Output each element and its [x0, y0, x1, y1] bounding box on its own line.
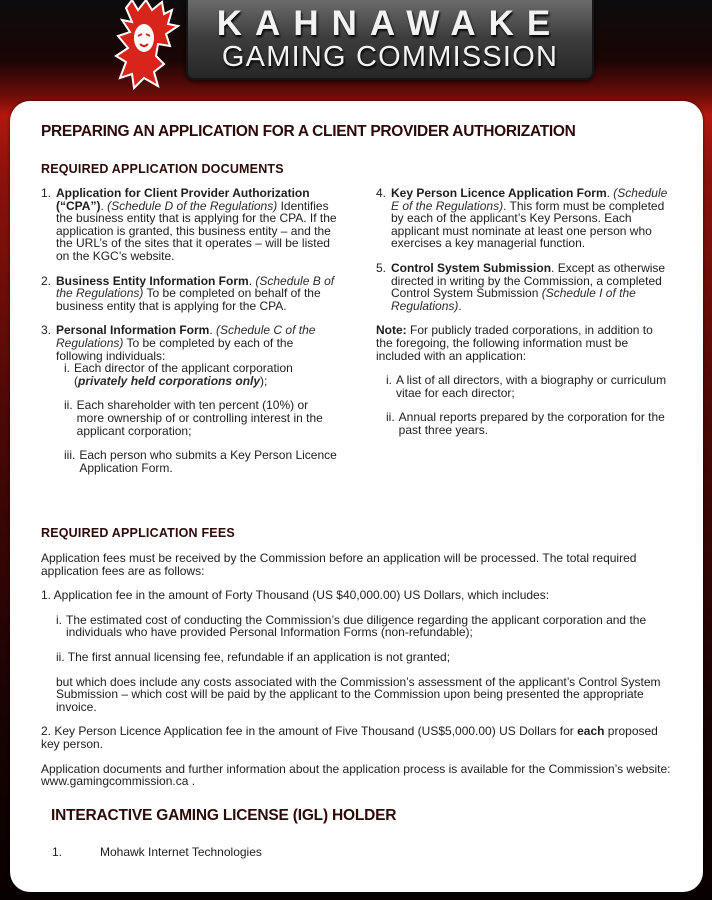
fee-item-2-tail: proposed key person. — [41, 724, 658, 751]
sub-item-number: i. — [64, 361, 70, 376]
document-item-4: 4. Key Person Licence Application Form. (Schedule E of the Regulations). This form must be completed by each of the applicant’s Key Persons. Each applicant must nominate at least one person who exercises a key managerial function. — [376, 186, 668, 251]
list-item — [52, 846, 262, 859]
sub-item-emphasis: privately held corporations only — [78, 373, 261, 388]
item-description: To be completed by each of the following individuals: — [56, 335, 294, 363]
org-subtitle: GAMING COMMISSION — [221, 41, 559, 73]
igl-holder-list — [52, 846, 262, 859]
document-item-3: 3. Personal Information Form. (Schedule C of the Regulations) To be completed by each of the following individuals: i. Each director of the applicant corporation (privately held corporations only); ii. Each shareholder with ten percent (10%) or more ownership of or controlling interest in the applicant corporation; iii. Each person who submits a Key Person Licence Application Form. — [41, 323, 337, 475]
fees-section — [41, 552, 677, 788]
documents-right-column — [376, 187, 672, 437]
item-number: 3. — [41, 323, 52, 338]
note-item-number: i. — [386, 373, 392, 388]
item-description: Except as otherwise directed in writing by the Commission, a completed Control System Submission — [391, 260, 666, 301]
holder-number: 1. — [52, 845, 63, 859]
item-description: This form must be completed by each of the applicant’s Key Persons. Each applicant must nominate at least one person who exercises a key managerial function. — [391, 198, 665, 251]
note-item-number: ii. — [386, 410, 395, 425]
item-reference: (Schedule E of the Regulations) — [391, 186, 668, 213]
documents-left-column — [41, 187, 337, 474]
item-number: 5. — [376, 260, 387, 275]
item-description: To be completed on behalf of the business entity that is applying for the CPA. — [56, 286, 321, 313]
note-item — [376, 411, 672, 436]
fee-item-1: 1. Application fee in the amount of Forty Thousand (US $40,000.00) US Dollars, which includes: — [41, 588, 550, 603]
sub-item-number: iii. — [64, 448, 76, 463]
note-item — [376, 374, 672, 399]
content-panel — [10, 101, 703, 892]
fee-item-2-emphasis: each — [577, 724, 605, 739]
fees-intro: Application fees must be received by the Commission before an application will be processed. The total required application fees are as follows: — [41, 551, 637, 578]
item-title: Application for Client Provider Authorization (“CPA”) — [56, 186, 310, 213]
fee-item-2 — [41, 725, 677, 750]
fee-item-1-note: but which does include any costs associated with the Commission’s assessment of the applicant’s Control System Submission – which cost will be paid by the applicant to the Commission upon being presented the appropriate invoice. — [56, 674, 661, 714]
note-item-text: A list of all directors, with a biography or curriculum vitae for each director; — [396, 373, 667, 400]
fees-heading: REQUIRED APPLICATION FEES — [41, 526, 235, 540]
org-logo-box — [186, 0, 594, 80]
fee-sub-item-ii: ii. The first annual licensing fee, refundable if an application is not granted; — [56, 649, 451, 664]
note-item-text: Annual reports prepared by the corporation for the past three years. — [398, 410, 665, 437]
sub-item-number: ii. — [64, 398, 73, 413]
sub-item-text: Each person who submits a Key Person Licence Application Form. — [79, 448, 337, 475]
note-text: For publicly traded corporations, in addition to the foregoing, the following information must be included with an application: — [376, 323, 653, 363]
sub-item — [56, 449, 337, 474]
fee-sub-item — [41, 614, 677, 639]
sub-item-text: Each shareholder with ten percent (10%) or more ownership of or controlling interest in the applicant corporation; — [76, 398, 323, 438]
fee-sub-item-number: i. — [56, 612, 62, 627]
item-reference: (Schedule D of the Regulations) — [107, 198, 278, 213]
document-item-2: 2. Business Entity Information Form. (Schedule B of the Regulations) To be completed on behalf of the business entity that is applying for the CPA. — [41, 273, 335, 313]
sub-item — [56, 399, 337, 437]
fees-closing: Application documents and further information about the application process is available for the Commission’s website: www.gamingcommission.ca . — [41, 761, 671, 789]
holder-name: Mohawk Internet Technologies — [100, 845, 262, 859]
igl-heading: INTERACTIVE GAMING LICENSE (IGL) HOLDER — [51, 807, 397, 824]
document-item-5: 5. Control System Submission. Except as otherwise directed in writing by the Commission, a completed Control System Submission (Schedule I of the Regulations). — [376, 260, 666, 313]
item-number: 1. — [41, 186, 52, 200]
item-reference: (Schedule C of the Regulations) — [56, 323, 316, 350]
item-title: Control System Submission — [391, 260, 552, 275]
warrior-logo-icon — [112, 0, 184, 90]
sub-item-text: Each director of the applicant corporation — [74, 361, 293, 376]
note-block — [376, 324, 672, 436]
item-reference: (Schedule B of the Regulations) — [56, 273, 335, 301]
item-title: Personal Information Form — [56, 323, 210, 338]
note-label: Note: — [376, 323, 407, 338]
item-description: Identifies the business entity that is applying for the CPA. If the application is granted, this business entity – and the the URL’s of the sites that it operates – will be listed on the KGC’s website. — [56, 198, 337, 263]
fee-item-2-text: 2. Key Person Licence Application fee in the amount of Five Thousand (US$5,000.00) US Dollars for — [41, 724, 574, 739]
document-item-1: 1. Application for Client Provider Authorization (“CPA”). (Schedule D of the Regulations) Identifies the business entity that is applying for the CPA. If the application is granted, this business entity – and the the URL’s of the sites that it operates – will be listed on the KGC’s website. — [41, 186, 337, 263]
item-title: Key Person Licence Application Form — [391, 186, 607, 200]
item-number: 2. — [41, 273, 52, 288]
page-title: PREPARING AN APPLICATION FOR A CLIENT PROVIDER AUTHORIZATION — [41, 123, 576, 140]
org-title: KAHNAWAKE — [216, 4, 564, 43]
sub-item: i. Each director of the applicant corporation (privately held corporations only); — [64, 361, 293, 388]
documents-heading: REQUIRED APPLICATION DOCUMENTS — [41, 162, 284, 176]
header-banner — [0, 0, 712, 108]
fee-sub-item-text: The estimated cost of conducting the Commission’s due diligence regarding the applicant corporation and the individuals who have provided Personal Information Forms (non-refundable); — [66, 612, 647, 640]
item-reference: (Schedule I of the Regulations) — [391, 286, 636, 313]
item-title: Business Entity Information Form — [56, 273, 249, 288]
item-number: 4. — [376, 186, 387, 200]
